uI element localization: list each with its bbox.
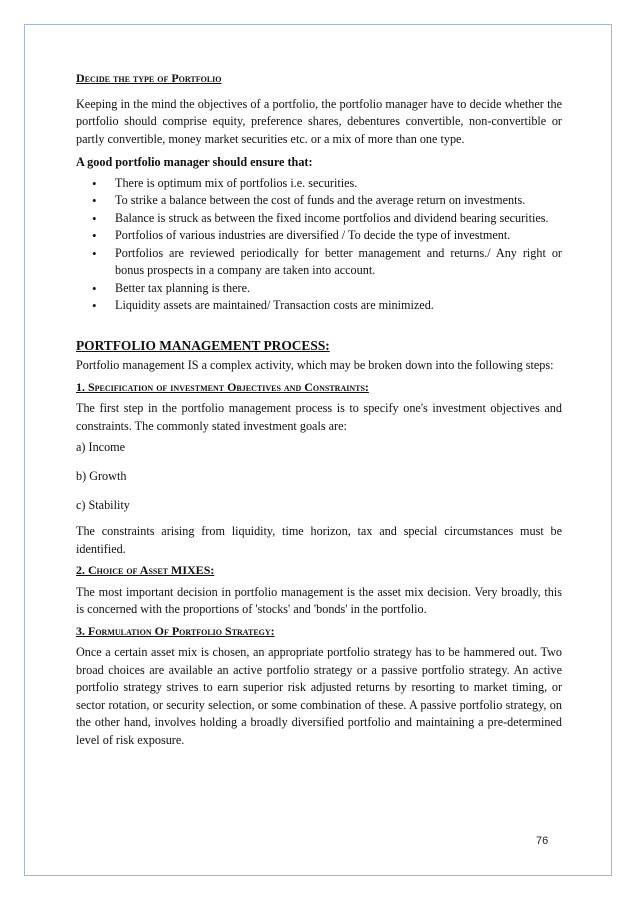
list-item: • To strike a balance between the cost of funds and the average return on investments.	[92, 193, 526, 208]
step2-heading: 2. Choice of Asset MIXES:	[76, 563, 215, 577]
paragraph-process: Portfolio management IS a complex activity, which may be broken down into the following steps:	[76, 358, 554, 372]
bullet-icon: •	[92, 228, 97, 243]
ensure-label: A good portfolio manager should ensure that:	[76, 155, 313, 169]
section-heading-portfolio-type: Decide the type of Portfolio	[76, 71, 222, 85]
paragraph-portfolio-type: Keeping in the mind the objectives of a portfolio, the portfolio manager have to decide whether the portfolio should comprise equity, preference shares, debentures convertible, non-convertible or partly convertible, money market securities etc. or a mix of more than one type.	[76, 96, 562, 146]
page-number: 76	[536, 835, 549, 847]
goal-item: a) Income	[76, 440, 126, 454]
goal-item: c) Stability	[76, 498, 130, 512]
step1-paragraph: The first step in the portfolio management process is to specify one's investment objectives and constraints. The commonly stated investment goals are:	[76, 401, 562, 433]
goals-list	[76, 433, 562, 520]
step2-paragraph: The most important decision in portfolio management is the asset mix decision. Very broadly, this is concerned with the proportions of 'stocks' and 'bonds' in the portfolio.	[76, 584, 562, 616]
list-item: • Portfolios of various industries are diversified / To decide the type of investment.	[92, 228, 511, 243]
document-body	[76, 70, 562, 749]
bullet-icon: •	[92, 280, 97, 296]
goal-item: b) Growth	[76, 469, 127, 483]
list-item: • Portfolios are reviewed periodically for better management and returns./ Any right or bonus prospects in a company are taken into account.	[92, 245, 562, 277]
step1-heading: 1. Specification of investment Objectives and Constraints:	[76, 379, 369, 394]
section-heading-process: PORTFOLIO MANAGEMENT PROCESS:	[76, 337, 330, 353]
step3-heading: 3. Formulation Of Portfolio Strategy:	[76, 623, 275, 638]
bullet-icon: •	[92, 210, 97, 226]
list-item: • Better tax planning is there.	[92, 280, 251, 296]
list-item: • There is optimum mix of portfolios i.e. securities.	[92, 175, 358, 191]
step1-closing: The constraints arising from liquidity, time horizon, tax and special circumstances must be identified.	[76, 524, 562, 556]
step3-paragraph: Once a certain asset mix is chosen, an appropriate portfolio strategy has to be hammered out. Two broad choices are available an active portfolio strategy or a passive portfolio strategy. An active portfolio strategy strives to earn superior risk adjusted returns by resorting to market timing, or sector rotation, or security selection, or some combination of these. A passive portfolio strategy, on the other hand, involves holding a broadly diversified portfolio and maintaining a pre-determined level of risk exposure.	[76, 645, 562, 747]
list-item: • Balance is struck as between the fixed income portfolios and dividend bearing securities.	[92, 210, 549, 226]
bullet-icon: •	[92, 245, 97, 261]
list-item: • Liquidity assets are maintained/ Transaction costs are minimized.	[92, 298, 434, 313]
bullet-icon: •	[92, 298, 97, 313]
bullet-icon: •	[92, 175, 97, 191]
bullet-list	[76, 175, 562, 315]
bullet-icon: •	[92, 193, 97, 208]
